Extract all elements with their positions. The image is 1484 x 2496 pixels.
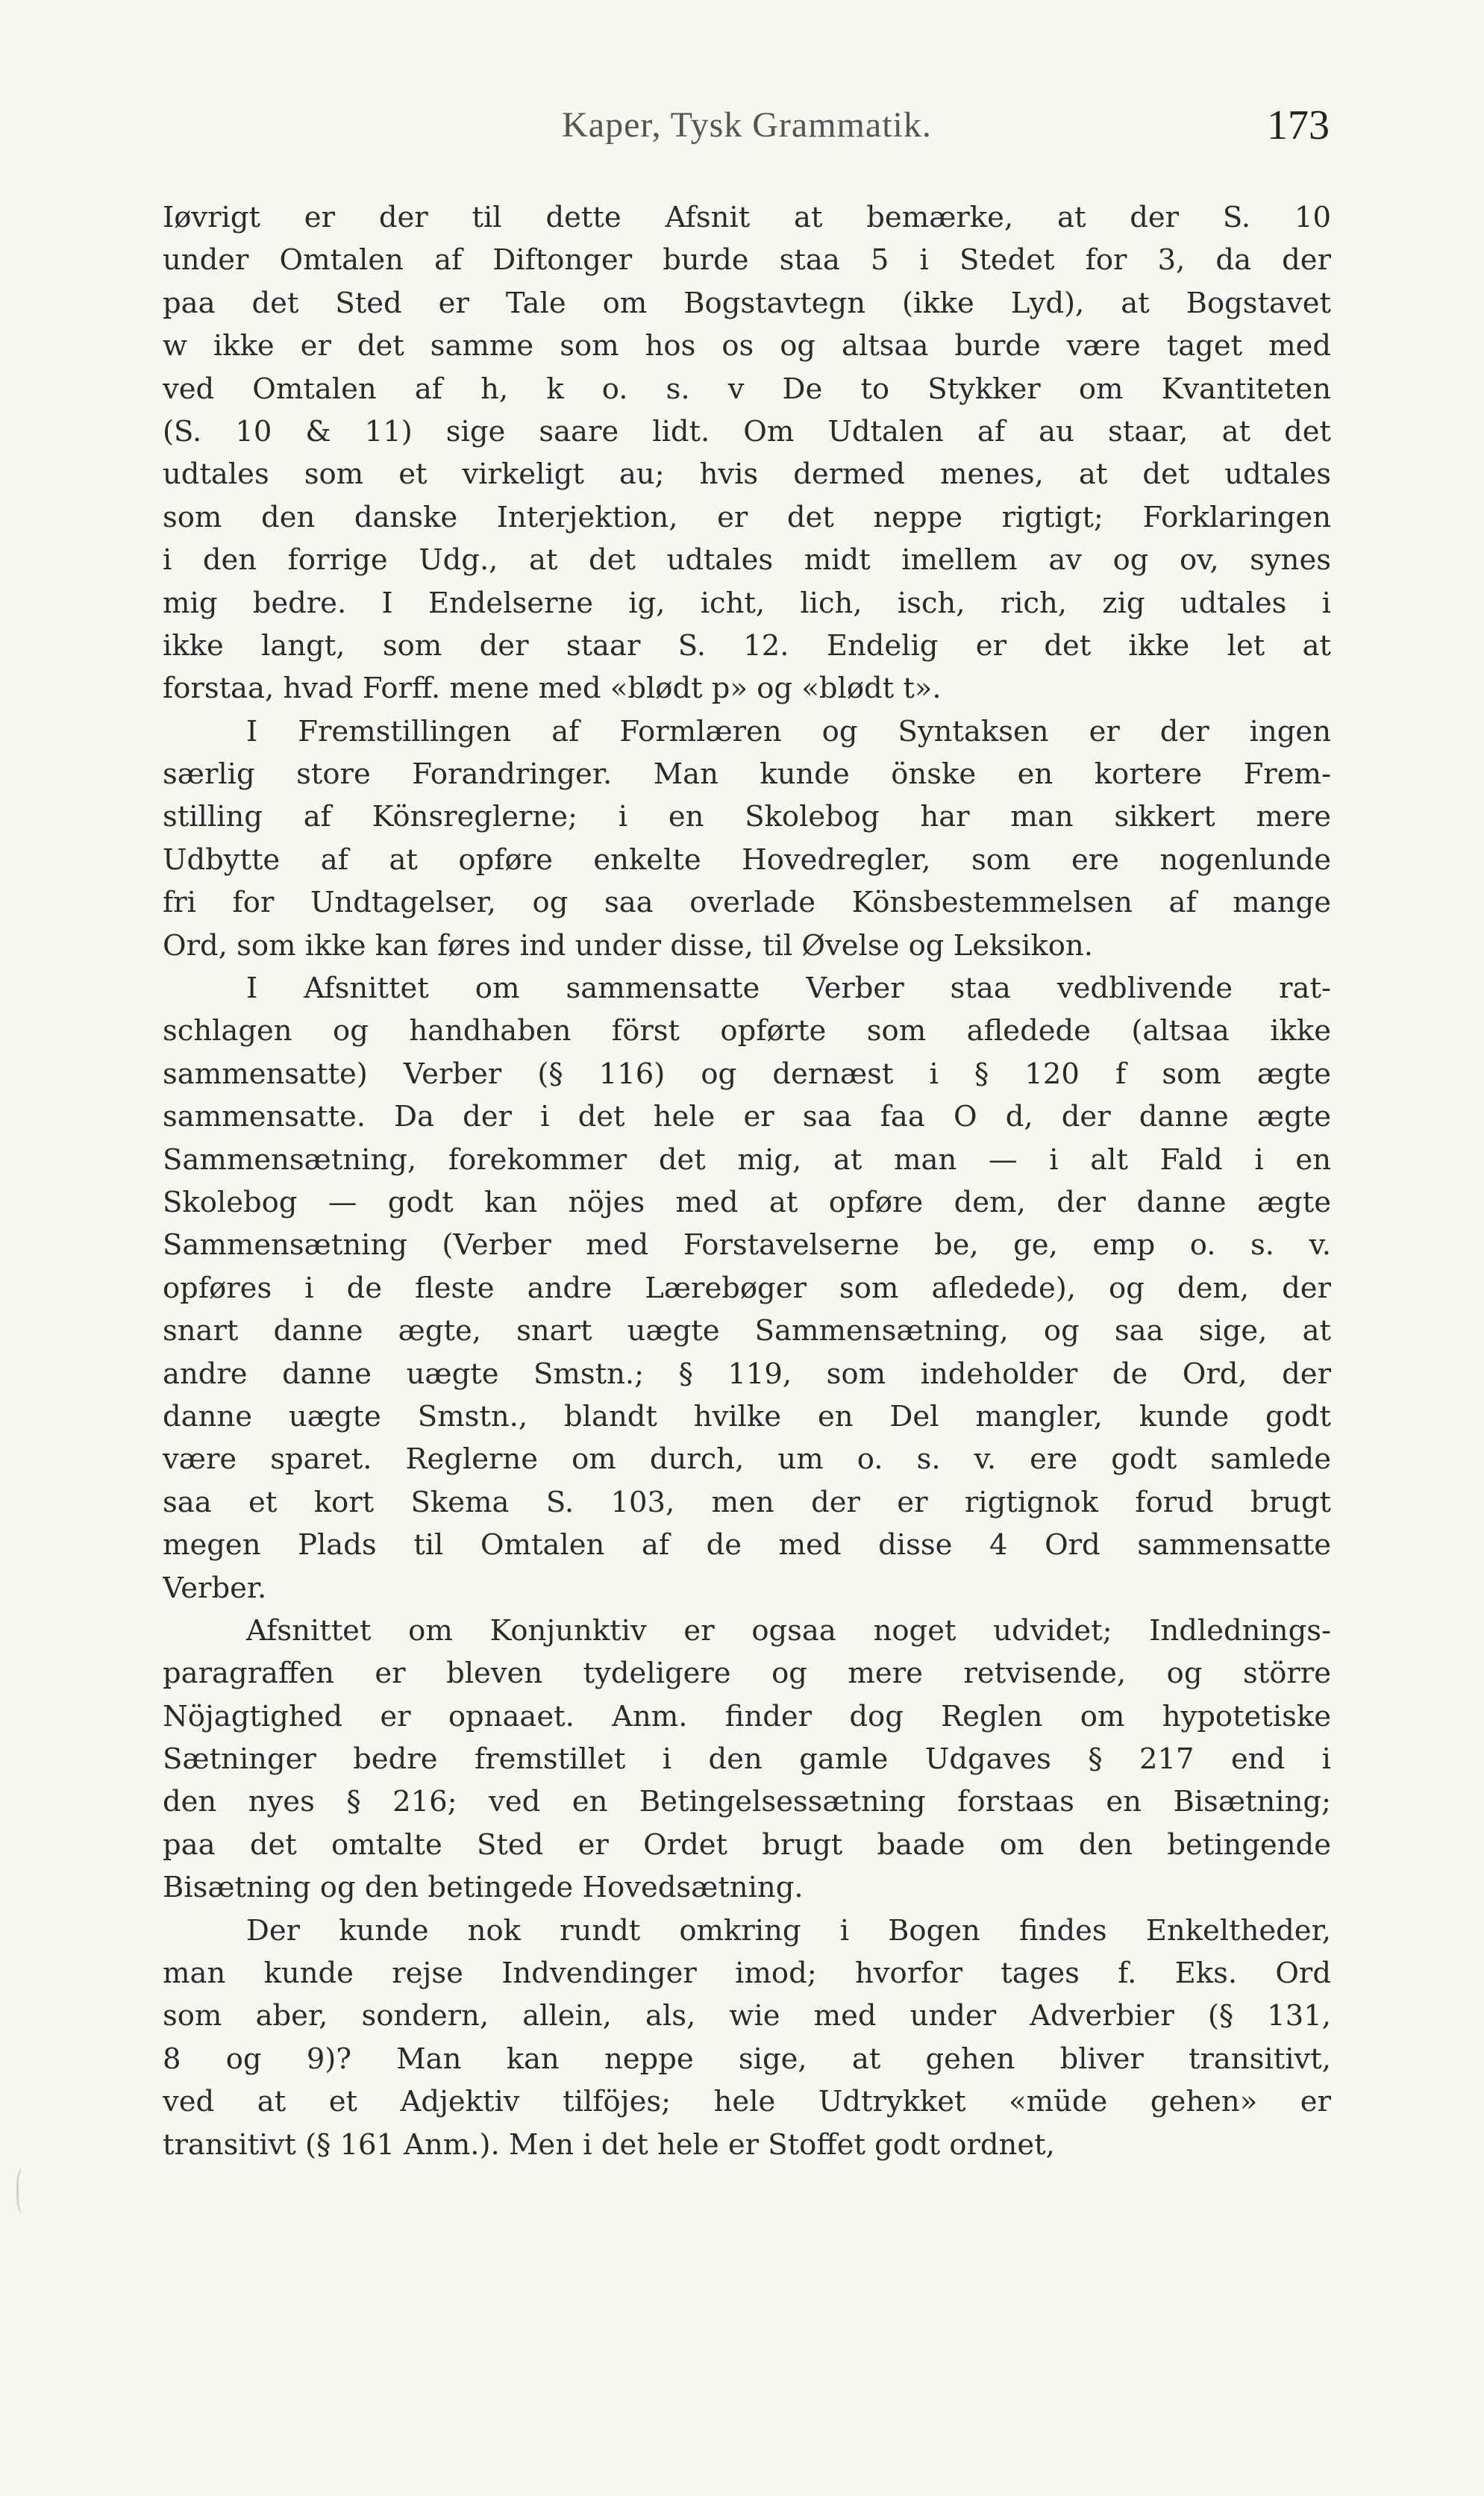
text-line: mig bedre. I Endelserne ig, icht, lich, isch, rich, zig udtales i <box>163 586 1331 620</box>
text-line: den nyes § 216; ved en Betingelsessætning forstaas en Bisætning; <box>163 1785 1331 1819</box>
text-line: stilling af Könsreglerne; i en Skolebog har man sikkert mere <box>163 800 1331 834</box>
paragraph <box>163 1610 1331 1909</box>
text-line: w ikke er det samme som hos os og altsaa burde være taget med <box>163 329 1331 363</box>
paragraph <box>163 196 1331 710</box>
text-line: som aber, sondern, allein, als, wie med under Adverbier (§ 131, <box>163 1999 1331 2033</box>
text-line: sammensatte. Da der i det hele er saa faa O d, der danne ægte <box>163 1100 1331 1134</box>
text-line: som den danske Interjektion, er det neppe rigtigt; Forklaringen <box>163 500 1331 534</box>
text-line: megen Plads til Omtalen af de med disse 4 Ord sammensatte <box>163 1528 1331 1563</box>
text-line: saa et kort Skema S. 103, men der er rigtignok forud brugt <box>163 1485 1331 1519</box>
text-line: Bisætning og den betingede Hovedsætning. <box>163 1871 804 1905</box>
text-line: 8 og 9)? Man kan neppe sige, at gehen bliver transitivt, <box>163 2042 1331 2076</box>
text-line: paa det omtalte Sted er Ordet brugt baade om den betingende <box>163 1827 1331 1862</box>
text-line: paa det Sted er Tale om Bogstavtegn (ikke Lyd), at Bogstavet <box>163 286 1331 320</box>
text-line: under Omtalen af Diftonger burde staa 5 i Stedet for 3, da der <box>163 243 1331 278</box>
paragraph <box>163 1909 1331 2166</box>
text-line: Ord, som ikke kan føres ind under disse, til Øvelse og Leksikon. <box>163 928 1093 963</box>
text-line: danne uægte Smstn., blandt hvilke en Del mangler, kunde godt <box>163 1399 1331 1433</box>
text-line: paragraffen er bleven tydeligere og mere retvisende, og större <box>163 1657 1331 1691</box>
text-line: Nöjagtighed er opnaaet. Anm. finder dog Reglen om hypotetiske <box>163 1699 1331 1733</box>
text-line: fri for Undtagelser, og saa overlade Könsbestemmelsen af mange <box>163 886 1331 920</box>
text-line: forstaa, hvad Forff. mene med «blødt p» og «blødt t». <box>163 672 942 706</box>
text-line: snart danne ægte, snart uægte Sammensætning, og saa sige, at <box>163 1314 1331 1348</box>
text-line: Sammensætning, forekommer det mig, at man — i alt Fald i en <box>163 1142 1331 1177</box>
text-line: Iøvrigt er der til dette Afsnit at bemærke, at der S. 10 <box>163 201 1331 234</box>
text-line: sammensatte) Verber (§ 116) og dernæst i § 120 f som ægte <box>163 1057 1331 1091</box>
text-line: Sætninger bedre fremstillet i den gamle Udgaves § 217 end i <box>163 1742 1331 1777</box>
text-line: Verber. <box>163 1571 267 1605</box>
text-line: ved at et Adjektiv tilföjes; hele Udtrykket «müde gehen» er <box>163 2085 1331 2119</box>
running-head: Kaper, Tysk Grammatik. <box>562 105 932 145</box>
text-line: I Afsnittet om sammensatte Verber staa vedblivende rat- <box>246 972 1331 1006</box>
text-line: opføres i de fleste andre Lærebøger som afledede), og dem, der <box>163 1271 1331 1305</box>
text-line: (S. 10 & 11) sige saare lidt. Om Udtalen af au staar, at det <box>163 414 1331 448</box>
text-line: I Fremstillingen af Formlæren og Syntaksen er der ingen <box>246 714 1331 748</box>
text-line: andre danne uægte Smstn.; § 119, som indeholder de Ord, der <box>163 1357 1331 1391</box>
page-header <box>163 104 1331 157</box>
text-line: Udbytte af at opføre enkelte Hovedregler, som ere nogenlunde <box>163 842 1331 877</box>
text-line: man kunde rejse Indvendinger imod; hvorfor tages f. Eks. Ord <box>163 1957 1331 1991</box>
text-line: Skolebog — godt kan nöjes med at opføre dem, der danne ægte <box>163 1185 1331 1219</box>
text-line: særlig store Forandringer. Man kunde önske en kortere Frem- <box>163 757 1331 792</box>
page-number: 173 <box>1267 102 1330 148</box>
text-line: i den forrige Udg., at det udtales midt imellem av og ov, synes <box>163 543 1331 578</box>
text-line: ikke langt, som der staar S. 12. Endelig er det ikke let at <box>163 628 1331 663</box>
paragraph <box>163 710 1331 967</box>
paragraph <box>163 967 1331 1610</box>
text-line: være sparet. Reglerne om durch, um o. s. v. ere godt samlede <box>163 1442 1331 1477</box>
text-line: udtales som et virkeligt au; hvis dermed menes, at det udtales <box>163 457 1331 492</box>
text-line: Sammensætning (Verber med Forstavelserne be, ge, emp o. s. v. <box>163 1228 1331 1263</box>
text-line: Afsnittet om Konjunktiv er ogsaa noget udvidet; Indlednings- <box>246 1613 1331 1648</box>
text-line: transitivt (§ 161 Anm.). Men i det hele er Stoffet godt ordnet, <box>163 2127 1055 2162</box>
text-line: Der kunde nok rundt omkring i Bogen findes Enkeltheder, <box>246 1913 1331 1948</box>
margin-bracket-mark <box>16 2168 32 2214</box>
text-line: ved Omtalen af h, k o. s. v De to Stykker om Kvantiteten <box>163 372 1331 406</box>
text-line: schlagen og handhaben först opførte som afledede (altsaa ikke <box>163 1014 1331 1048</box>
body-text <box>163 196 1331 2166</box>
